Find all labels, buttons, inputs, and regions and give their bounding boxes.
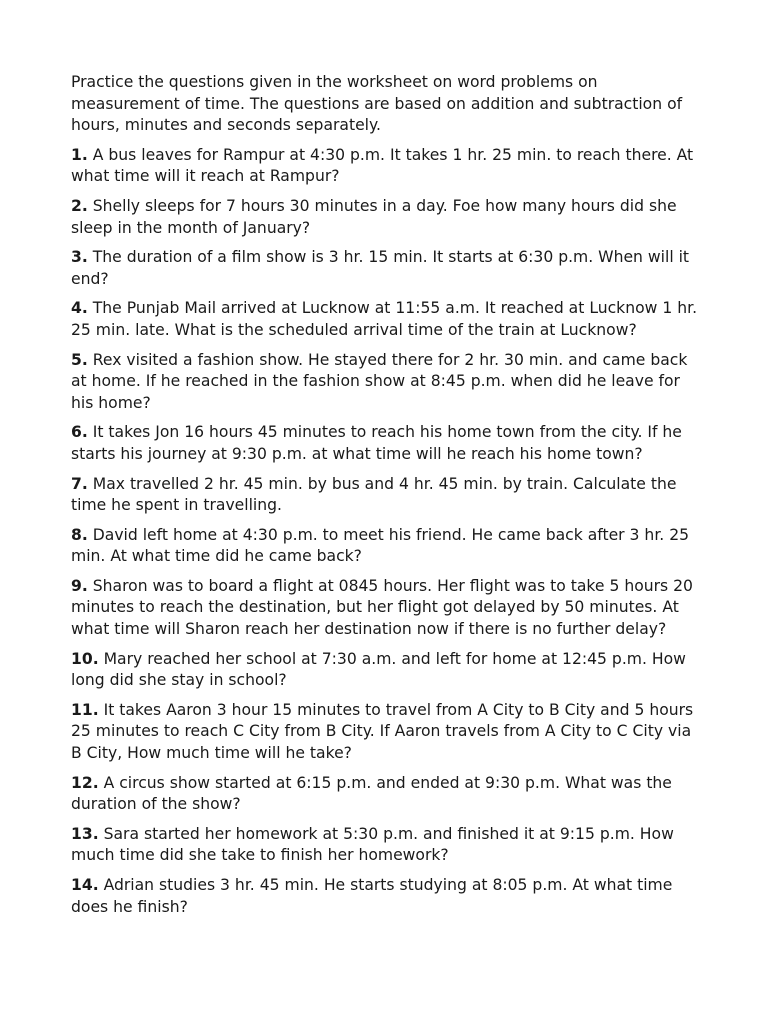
question-number: 13. <box>71 824 99 843</box>
question-number: 11. <box>71 700 99 719</box>
question-number: 12. <box>71 773 99 792</box>
question-7 <box>71 474 701 517</box>
question-number: 5. <box>71 350 88 369</box>
question-text: A circus show started at 6:15 p.m. and ended at 9:30 p.m. What was the duration of the show? <box>71 773 672 814</box>
question-number: 2. <box>71 196 88 215</box>
question-text: Sharon was to board a flight at 0845 hours. Her flight was to take 5 hours 20 minutes to reach the destination, but her flight got delayed by 50 minutes. At what time will Sharon reach her destination now if there is no further delay? <box>71 576 693 639</box>
question-number: 6. <box>71 423 88 442</box>
question-number: 10. <box>71 649 99 668</box>
question-text: It takes Jon 16 hours 45 minutes to reach his home town from the city. If he starts his journey at 9:30 p.m. at what time will he reach his home town? <box>71 423 682 463</box>
worksheet-page <box>71 72 701 926</box>
question-number: 9. <box>71 576 88 595</box>
question-4 <box>71 298 701 341</box>
question-text: David left home at 4:30 p.m. to meet his friend. He came back after 3 hr. 25 min. At what time did he came back? <box>71 525 690 566</box>
question-number: 4. <box>71 299 88 318</box>
question-text: It takes Aaron 3 hour 15 minutes to travel from A City to B City and 5 hours 25 minutes to reach C City from B City. If Aaron travels from A City to C City via B City, How much time will he take? <box>71 700 694 763</box>
question-text: Sara started her homework at 5:30 p.m. and finished it at 9:15 p.m. How much time did she take to finish her homework? <box>71 824 674 865</box>
question-9 <box>71 576 701 641</box>
question-11 <box>71 700 701 765</box>
question-text: Rex visited a fashion show. He stayed there for 2 hr. 30 min. and came back at home. If he reached in the fashion show at 8:45 p.m. when did he leave for his home? <box>71 350 688 412</box>
question-1 <box>71 145 701 188</box>
question-6 <box>71 422 701 465</box>
question-number: 3. <box>71 248 88 267</box>
question-text: Max travelled 2 hr. 45 min. by bus and 4 hr. 45 min. by train. Calculate the time he spent in travelling. <box>71 474 677 515</box>
question-5 <box>71 350 701 415</box>
question-number: 8. <box>71 525 88 544</box>
question-number: 14. <box>71 876 99 894</box>
intro-paragraph: Practice the questions given in the worksheet on word problems on measurement of time. The questions are based on addition and subtraction of hours, minutes and seconds separately. <box>71 73 683 135</box>
question-text: The duration of a film show is 3 hr. 15 min. It starts at 6:30 p.m. When will it end? <box>71 248 690 288</box>
question-number: 1. <box>71 145 88 164</box>
question-text: Mary reached her school at 7:30 a.m. and left for home at 12:45 p.m. How long did she stay in school? <box>71 649 686 690</box>
question-14 <box>71 875 701 918</box>
question-2 <box>71 196 701 239</box>
question-3 <box>71 247 701 290</box>
question-12 <box>71 773 701 816</box>
question-text: A bus leaves for Rampur at 4:30 p.m. It takes 1 hr. 25 min. to reach there. At what time will it reach at Rampur? <box>71 145 694 186</box>
question-text: The Punjab Mail arrived at Lucknow at 11:55 a.m. It reached at Lucknow 1 hr. 25 min. late. What is the scheduled arrival time of the train at Lucknow? <box>71 299 698 339</box>
question-text: Shelly sleeps for 7 hours 30 minutes in a day. Foe how many hours did she sleep in the month of January? <box>71 196 677 237</box>
question-number: 7. <box>71 474 88 493</box>
question-8 <box>71 525 701 568</box>
question-13 <box>71 824 701 867</box>
question-10 <box>71 649 701 692</box>
question-text: Adrian studies 3 hr. 45 min. He starts studying at 8:05 p.m. At what time does he finish? <box>71 876 673 916</box>
